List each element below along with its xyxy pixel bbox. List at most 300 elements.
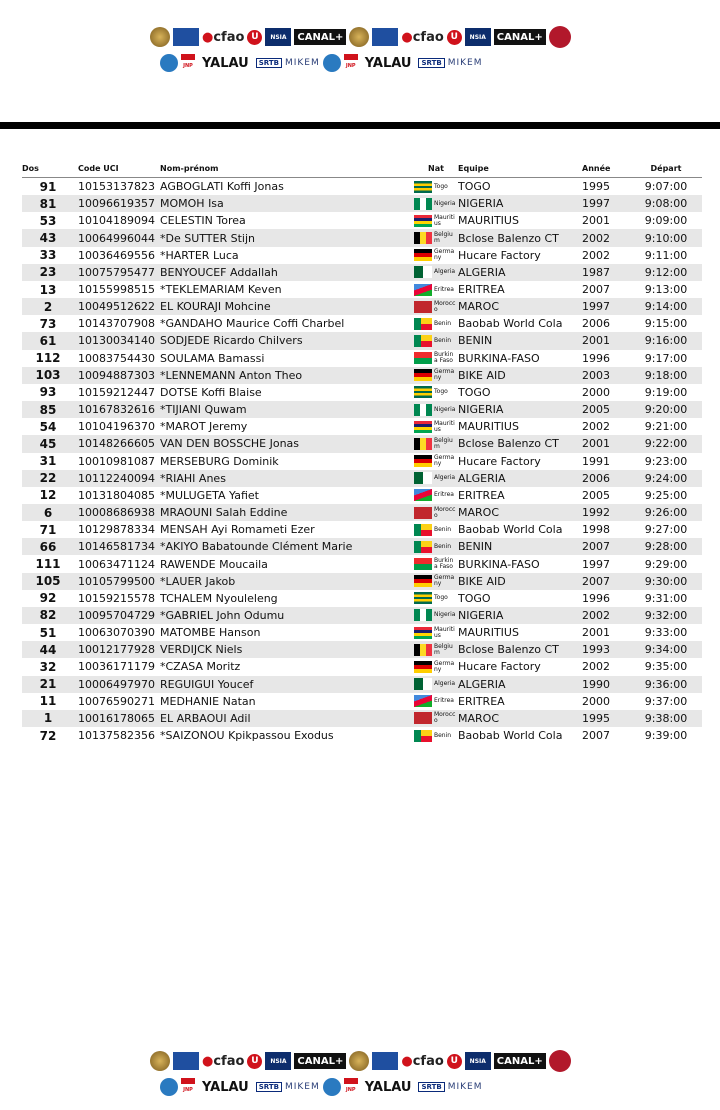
rider-name: SODJEDE Ricardo Chilvers [160,332,414,349]
canal-plus-logo: CANAL+ [294,29,346,45]
federation-emblem-logo [349,1051,369,1071]
start-time: 9:23:00 [644,454,688,468]
start-time: 9:31:00 [644,591,688,605]
nationality-label: Benin [434,731,452,739]
bib-number: 21 [22,676,74,693]
bib-number: 23 [22,264,74,281]
start-time: 9:35:00 [644,660,688,674]
header-dos: Dos [22,160,74,178]
nationality [414,281,458,298]
sponsor-row-2 [150,50,580,76]
birth-year: 2005 [582,488,610,502]
nationality [414,641,458,658]
nationality-cell [414,318,458,330]
start-time: 9:13:00 [644,283,688,297]
uci-code: 10036469556 [78,248,155,262]
nationality-label: Togo [434,388,448,396]
nationality-cell [414,249,458,261]
nationality [414,298,458,315]
table-row [22,418,702,435]
country-flag-icon [414,712,432,724]
nationality-label: Eritrea [434,285,454,293]
blue-sponsor-logo [372,28,398,46]
nationality [414,212,458,229]
start-time: 9:25:00 [644,488,688,502]
start-time: 9:10:00 [630,229,702,246]
table-row [22,195,702,212]
nationality-cell [414,730,458,742]
jnp-logo: JNP [181,1078,195,1096]
nationality-label: Eritrea [434,697,454,705]
uci-code: 10076590271 [78,694,155,708]
nationality [414,178,458,196]
nationality [414,470,458,487]
country-flag-icon [414,284,432,296]
uci-code: 10167832616 [74,401,160,418]
nationality-cell [414,455,458,467]
country-flag-icon [414,575,432,587]
round-sponsor-logo [160,54,178,72]
bib-number: 111 [35,557,61,572]
nationality-label: Germa ny [434,248,455,262]
team-name: Bclose Balenzo CT [458,229,582,246]
bib-number: 6 [22,504,74,521]
rider-name: *TIJIANI Quwam [160,401,414,418]
bib-number: 2 [22,298,74,315]
bib-number: 44 [22,641,74,658]
nationality-label: Togo [434,594,448,602]
nationality-label: Nigeria [434,611,456,619]
nationality-cell [414,524,458,536]
team-name: BENIN [458,332,582,349]
team-name: Baobab World Cola [458,729,563,743]
country-flag-icon [414,198,432,210]
country-flag-icon [414,249,432,261]
cfao-logo: ● cfao [202,1053,245,1069]
u-logo: U [247,1054,262,1069]
bib-number: 11 [39,694,57,709]
team-name: NIGERIA [458,607,582,624]
start-time: 9:18:00 [630,367,702,384]
nationality-label: Germa ny [434,454,455,468]
uci-code: 10146581734 [74,538,160,555]
birth-year: 2007 [582,729,610,743]
start-time: 9:30:00 [630,573,702,590]
jnp-logo: JNP [344,54,358,72]
table-row [22,315,702,332]
country-flag-icon [414,335,432,347]
nationality [414,487,458,504]
nsia-logo: NSIA [465,28,491,46]
team-name: BURKINA-FASO [458,557,540,571]
nationality [414,676,458,693]
nationality-cell [414,661,458,673]
sponsor-row-1 [150,24,580,50]
uci-code: 10006497970 [74,676,160,693]
country-flag-icon [414,627,432,639]
rider-name: *MAROT Jeremy [160,420,248,434]
rider-name: REGUIGUI Youcef [160,676,414,693]
bib-number: 54 [39,419,57,434]
birth-year: 2006 [582,317,610,331]
start-time: 9:22:00 [630,435,702,452]
nationality [414,573,458,590]
nationality [414,727,458,744]
table-row [22,676,702,693]
nationality [414,504,458,521]
rider-name: *GANDAHO Maurice Coffi Charbel [160,317,345,331]
mikem-logo: MIKEM [447,1082,483,1092]
nationality [414,401,458,418]
country-flag-icon [414,438,432,450]
uci-code: 10137582356 [78,729,155,743]
federation-emblem-logo [150,1051,170,1071]
header-divider [0,122,720,129]
u-logo: U [447,30,462,45]
rider-name: *AKIYO Babatounde Clément Marie [160,538,414,555]
country-flag-icon [414,301,432,313]
srtb-logo: SRTB [256,1082,282,1092]
bib-number: 61 [22,332,74,349]
birth-year: 2007 [582,538,630,555]
uci-code: 10075795477 [74,264,160,281]
country-flag-icon [414,266,432,278]
uci-code: 10131804085 [78,488,155,502]
nationality-label: Germa ny [434,574,455,588]
nationality [414,555,458,572]
team-name: BIKE AID [458,573,582,590]
uci-code: 10049512622 [74,298,160,315]
bib-number: 103 [22,367,74,384]
sponsor-row-2 [150,1074,580,1100]
table-row [22,521,702,538]
rider-name: TCHALEM Nyouleleng [160,591,278,605]
nationality-label: Mauriti us [434,419,455,433]
nationality-label: Benin [434,319,452,327]
table-row [22,229,702,246]
nationality-cell [414,284,458,296]
birth-year: 2007 [582,283,610,297]
start-time: 9:09:00 [644,214,688,228]
uci-code: 10012177928 [74,641,160,658]
table-body [22,178,702,745]
birth-year: 2002 [582,607,630,624]
country-flag-icon [414,695,432,707]
nationality-cell [414,507,458,519]
nsia-logo: NSIA [265,28,291,46]
start-time: 9:16:00 [630,332,702,349]
birth-year: 2001 [582,435,630,452]
country-flag-icon [414,318,432,330]
table-row [22,624,702,641]
rider-name: RAWENDE Moucaila [160,557,268,571]
bib-number: 73 [39,316,57,331]
team-name: Baobab World Cola [458,523,563,537]
bib-number: 32 [39,659,57,674]
header-nat: Nat [414,160,458,178]
u-logo: U [447,1054,462,1069]
yalau-logo: YALAU [364,1079,412,1095]
start-time: 9:26:00 [630,504,702,521]
start-time: 9:33:00 [644,626,688,640]
nationality-label: Benin [434,336,452,344]
team-name: MAURITIUS [458,626,519,640]
birth-year: 1997 [582,298,630,315]
start-time: 9:24:00 [630,470,702,487]
table-row [22,658,702,675]
uci-code: 10112240094 [74,470,160,487]
nationality-label: Nigeria [434,405,456,413]
start-time: 9:29:00 [644,557,688,571]
team-name: MAURITIUS [458,214,519,228]
nationality-label: Togo [434,182,448,190]
canal-plus-logo: CANAL+ [494,1053,546,1069]
team-name: MAROC [458,710,582,727]
birth-year: 2002 [582,420,610,434]
header-year: Année [582,160,630,178]
nationality-label: Benin [434,525,452,533]
country-flag-icon [414,558,432,570]
nationality [414,264,458,281]
bib-number: 12 [39,488,57,503]
country-flag-icon [414,352,432,364]
team-name: MAURITIUS [458,420,519,434]
uci-code: 10159212447 [78,385,155,399]
country-flag-icon [414,592,432,604]
team-name: ALGERIA [458,264,582,281]
birth-year: 1997 [582,557,610,571]
table-row [22,727,702,744]
table-row [22,178,702,196]
nationality-cell [414,695,458,707]
birth-year: 2001 [582,332,630,349]
country-flag-icon [414,386,432,398]
nationality-label: Morocc o [434,505,456,519]
mikem-logo: MIKEM [447,58,483,68]
nationality [414,229,458,246]
nationality-label: Germa ny [434,368,455,382]
sponsor-banner-bottom [150,1048,580,1100]
yalau-logo: YALAU [202,55,249,71]
sponsor-row-1 [150,1048,580,1074]
bib-number: 92 [39,591,57,606]
srtb-logo: SRTB [256,58,282,68]
team-name: Bclose Balenzo CT [458,641,582,658]
blue-sponsor-logo [372,1052,398,1070]
start-list-table [22,160,702,744]
rider-name: BENYOUCEF Addallah [160,264,414,281]
birth-year: 1987 [582,264,630,281]
birth-year: 1992 [582,504,630,521]
bib-number: 53 [39,213,57,228]
rider-name: EL KOURAJI Mohcine [160,298,414,315]
table-row [22,384,702,401]
uci-code: 10016178065 [74,710,160,727]
round-sponsor-logo [160,1078,178,1096]
rider-name: *LAUER Jakob [160,573,414,590]
birth-year: 2006 [582,470,630,487]
nationality [414,435,458,452]
table-row [22,470,702,487]
rider-name: *LENNEMANN Anton Theo [160,367,414,384]
table-row [22,453,702,470]
header-team: Equipe [458,160,582,178]
rider-name: *HARTER Luca [160,248,239,262]
nationality-cell [414,609,458,621]
start-time: 9:32:00 [630,607,702,624]
nationality-label: Burkin a Faso [434,351,454,365]
start-time: 9:07:00 [644,180,688,194]
table-row [22,538,702,555]
bib-number: 51 [39,625,57,640]
team-name: Baobab World Cola [458,317,563,331]
nationality-cell [414,438,458,450]
header-name: Nom-prénom [160,160,414,178]
country-flag-icon [414,661,432,673]
header-uci: Code UCI [74,160,160,178]
nsia-logo: NSIA [265,1052,291,1070]
uci-code: 10159215578 [78,591,155,605]
sponsor-banner-top [150,24,580,76]
bib-number: 66 [22,538,74,555]
u-logo: U [247,30,262,45]
nationality [414,453,458,470]
team-name: Bclose Balenzo CT [458,435,582,452]
country-flag-icon [414,455,432,467]
nationality-cell [414,215,458,227]
birth-year: 2001 [582,214,610,228]
country-flag-icon [414,507,432,519]
nationality [414,521,458,538]
table-row [22,281,702,298]
uci-code: 10143707908 [78,317,155,331]
country-flag-icon [414,609,432,621]
start-time: 9:39:00 [644,729,688,743]
country-flag-icon [414,369,432,381]
bib-number: 45 [22,435,74,452]
rider-name: MRAOUNI Salah Eddine [160,504,414,521]
uci-code: 10104196370 [78,420,155,434]
nationality-cell [414,386,458,398]
nationality-cell [414,558,458,570]
cfao-logo: ● cfao [202,29,245,45]
canal-plus-logo: CANAL+ [294,1053,346,1069]
table-row [22,693,702,710]
table-row [22,607,702,624]
country-flag-icon [414,644,432,656]
nationality [414,195,458,212]
nationality-cell [414,369,458,381]
bib-number: 71 [39,522,57,537]
yalau-logo: YALAU [364,55,412,71]
bib-number: 72 [39,728,57,743]
uci-code: 10104189094 [78,214,155,228]
nationality [414,332,458,349]
table-row [22,710,702,727]
nationality-cell [414,575,458,587]
country-flag-icon [414,421,432,433]
table-row [22,504,702,521]
country-flag-icon [414,678,432,690]
birth-year: 2002 [582,248,610,262]
uci-code: 10094887303 [74,367,160,384]
team-name: TOGO [458,591,491,605]
birth-year: 1997 [582,195,630,212]
table-row [22,264,702,281]
country-flag-icon [414,524,432,536]
canal-plus-logo: CANAL+ [494,29,546,45]
nationality-label: Morocc o [434,711,456,725]
birth-year: 1990 [582,676,630,693]
nationality-cell [414,678,458,690]
blue-sponsor-logo [173,1052,199,1070]
birth-year: 1995 [582,180,610,194]
nationality-label: Mauriti us [434,625,455,639]
nationality [414,693,458,710]
country-flag-icon [414,215,432,227]
uci-code: 10064996044 [74,229,160,246]
bib-number: 22 [22,470,74,487]
uci-code: 10095704729 [74,607,160,624]
rider-name: VAN DEN BOSSCHE Jonas [160,435,414,452]
nationality-label: Algeria [434,474,456,482]
country-flag-icon [414,472,432,484]
rider-name: SOULAMA Bamassi [160,351,265,365]
birth-year: 1995 [582,710,630,727]
nationality-label: Nigeria [434,199,456,207]
nationality-label: Burkin a Faso [434,557,454,571]
team-name: Hucare Factory [458,454,541,468]
rider-name: DOTSE Koffi Blaise [160,385,262,399]
uci-code: 10063070390 [78,626,155,640]
nationality [414,624,458,641]
table-row [22,641,702,658]
bib-number: 82 [22,607,74,624]
team-name: Hucare Factory [458,660,541,674]
nationality-label: Morocc o [434,299,456,313]
nationality-label: Germa ny [434,659,455,673]
table-header-row [22,160,702,178]
nationality-label: Benin [434,542,452,550]
nationality-label: Algeria [434,680,456,688]
bib-number: 1 [22,710,74,727]
uci-code: 10105799500 [74,573,160,590]
team-name: ALGERIA [458,676,582,693]
rider-name: VERDIJCK Niels [160,641,414,658]
round-sponsor-logo [323,54,341,72]
rider-name: *MULUGETA Yafiet [160,488,259,502]
round-sponsor-logo [323,1078,341,1096]
country-flag-icon [414,181,432,193]
start-time: 9:20:00 [630,401,702,418]
nationality [414,247,458,264]
srtb-logo: SRTB [418,58,444,68]
nationality-label: Belgiu m [434,642,453,656]
rider-name: *SAIZONOU Kpikpassou Exodus [160,729,334,743]
team-name: Hucare Factory [458,248,541,262]
nationality-cell [414,335,458,347]
mikem-logo: MIKEM [284,1082,320,1092]
nationality-cell [414,421,458,433]
table-row [22,573,702,590]
nationality-label: Mauriti us [434,213,455,227]
start-time: 9:28:00 [630,538,702,555]
rider-name: MEDHANIE Natan [160,694,256,708]
team-name: BURKINA-FASO [458,351,540,365]
rider-name: AGBOGLATI Koffi Jonas [160,180,284,194]
jnp-logo: JNP [181,54,195,72]
bib-number: 105 [22,573,74,590]
